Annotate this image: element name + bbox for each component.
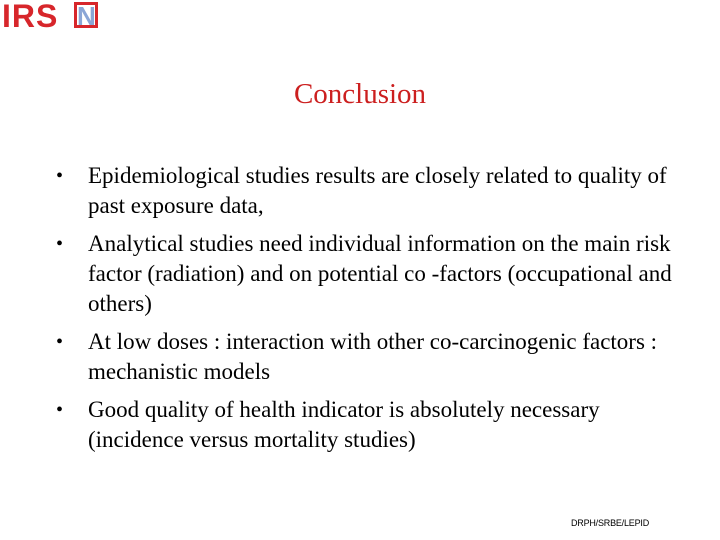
bullet-text: Analytical studies need individual information on the main risk factor (radiation) and on potential co -factors (occupational and others): [88, 231, 672, 316]
bullet-list: [56, 161, 676, 463]
bullet-item: [56, 161, 676, 221]
logo-letters: IRS: [2, 0, 59, 34]
bullet-icon: •: [56, 165, 64, 187]
bullet-text: Epidemiological studies results are closely related to quality of past exposure data,: [88, 163, 667, 218]
logo-n-letter: N: [77, 1, 96, 31]
bullet-icon: •: [56, 331, 64, 353]
bullet-item: [56, 229, 676, 319]
slide-title: Conclusion: [293, 78, 427, 110]
bullet-icon: •: [56, 233, 64, 255]
bullet-item: [56, 327, 676, 387]
logo-n-box: [74, 1, 98, 31]
bullet-text: At low doses : interaction with other co-carcinogenic factors : mechanistic models: [88, 329, 658, 384]
bullet-icon: •: [56, 399, 64, 421]
bullet-item: [56, 395, 676, 455]
bullet-text: Good quality of health indicator is absolutely necessary (incidence versus mortality studies): [88, 397, 600, 452]
irsn-logo: [0, 0, 110, 34]
footer-department-code: DRPH/SRBE/LEPID: [570, 518, 649, 528]
